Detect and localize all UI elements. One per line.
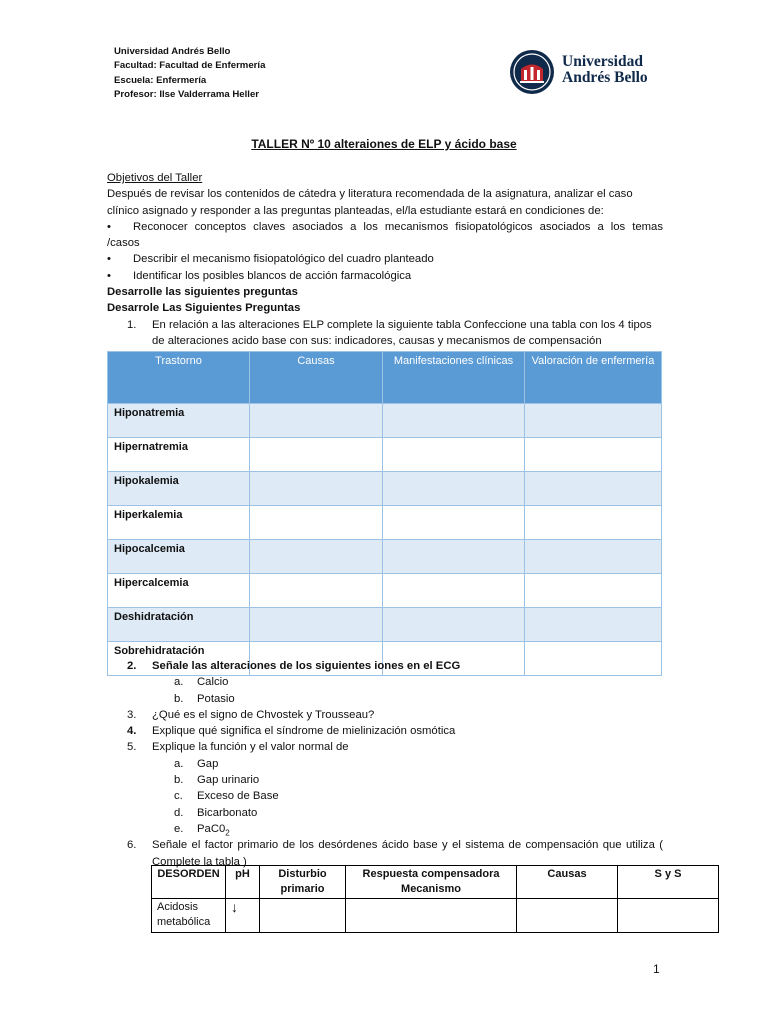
logo-line1: Universidad <box>562 53 643 70</box>
question-6 <box>107 837 663 853</box>
table-cell[interactable] <box>525 608 662 642</box>
question-1-line1: En relación a las alteraciones ELP complete la siguiente tabla Confeccione una tabla con los 4 tipos <box>152 318 652 331</box>
table-cell[interactable] <box>383 404 525 438</box>
table-cell[interactable] <box>383 540 525 574</box>
document-header <box>114 45 265 103</box>
question-4-text: Explique qué significa el síndrome de mielinización osmótica <box>152 725 456 738</box>
list-item-marker: d. <box>174 806 184 819</box>
objective-bullet-2 <box>107 251 663 267</box>
objective-bullet-2-text: Describir el mecanismo fisiopatológico del cuadro planteado <box>133 253 434 266</box>
elp-row-label: Sobrehidratación <box>108 642 250 676</box>
elp-row-label: Hipercalcemia <box>108 574 250 608</box>
table-row <box>152 899 719 933</box>
document-title: TALLER Nº 10 alteraiones de ELP y ácido base <box>251 137 517 151</box>
question-6-line1: Señale el factor primario de los desórdenes ácido base y el sistema de compensación que utiliza ( <box>152 839 663 852</box>
university-seal-icon <box>508 48 556 96</box>
ab-header-respuesta: Respuesta compensadora Mecanismo <box>346 866 517 899</box>
header-faculty: Facultad: Facultad de Enfermería <box>114 60 266 72</box>
acid-base-header-row <box>152 866 719 899</box>
elp-row-label: Hiperkalemia <box>108 506 250 540</box>
objective-bullet-3 <box>107 268 663 284</box>
question-2 <box>107 658 663 674</box>
question-5 <box>107 739 663 755</box>
list-item-text: Calcio <box>197 676 229 689</box>
elp-header-valoracion: Valoración de enfermería <box>525 352 662 404</box>
list-item <box>107 674 663 690</box>
list-item-marker: a. <box>174 757 184 770</box>
elp-table-header-row <box>108 352 662 404</box>
develop-heading-1: Desarrolle las siguientes preguntas <box>107 286 298 299</box>
table-cell[interactable] <box>346 899 517 933</box>
list-item-text: Gap urinario <box>197 774 260 787</box>
question-2-text: Señale las alteraciones de los siguientes iones en el ECG <box>152 660 461 672</box>
objectives-intro-line2: clínico asignado y responder a las preguntas planteadas, el/la estudiante estará en condiciones de: <box>107 204 604 217</box>
table-cell[interactable] <box>525 574 662 608</box>
list-item <box>107 788 663 804</box>
objectives-heading: Objetivos del Taller <box>107 172 203 184</box>
table-cell[interactable] <box>517 899 618 933</box>
objective-bullet-1 <box>107 219 663 235</box>
table-cell[interactable] <box>250 540 383 574</box>
table-cell[interactable] <box>618 899 719 933</box>
table-cell[interactable] <box>525 404 662 438</box>
header-university: Universidad Andrés Bello <box>114 46 231 57</box>
logo-wordmark <box>562 54 648 86</box>
document-body <box>107 170 663 349</box>
question-3-number: 3. <box>127 708 137 721</box>
list-item <box>107 756 663 772</box>
table-cell[interactable] <box>250 404 383 438</box>
question-6-line2: Complete la tabla ) <box>152 855 247 868</box>
question-4-number: 4. <box>127 725 137 738</box>
question-2-number: 2. <box>127 660 137 672</box>
table-row <box>108 404 662 438</box>
elp-row-label: Hipernatremia <box>108 438 250 472</box>
table-cell[interactable] <box>383 506 525 540</box>
list-item-text: Potasio <box>197 692 235 705</box>
table-cell[interactable] <box>525 472 662 506</box>
list-item-text: Exceso de Base <box>197 790 279 803</box>
question-5-number: 5. <box>127 741 137 754</box>
develop-heading-2: Desarrole Las Siguientes Preguntas <box>107 302 301 315</box>
question-6-number: 6. <box>127 839 137 852</box>
table-cell[interactable] <box>250 506 383 540</box>
table-row <box>108 438 662 472</box>
ab-header-desorden: DESORDEN <box>152 866 226 899</box>
objective-bullet-3-text: Identificar los posibles blancos de acción farmacológica <box>133 269 412 282</box>
question-4 <box>107 723 663 739</box>
question-3-text: ¿Qué es el signo de Chvostek y Trousseau? <box>152 708 375 721</box>
table-row <box>108 574 662 608</box>
university-logo <box>508 46 668 98</box>
ab-header-ph: pH <box>226 866 260 899</box>
question-1 <box>107 317 663 333</box>
table-cell[interactable] <box>383 574 525 608</box>
question-5-text: Explique la función y el valor normal de <box>152 741 349 754</box>
elp-header-causas: Causas <box>250 352 383 404</box>
logo-line2: Andrés Bello <box>562 69 648 86</box>
elp-header-trastorno: Trastorno <box>108 352 250 404</box>
list-item-marker: e. <box>174 822 184 835</box>
elp-row-label: Hipocalcemia <box>108 540 250 574</box>
list-item-marker: a. <box>174 676 184 689</box>
list-item-marker: b. <box>174 692 184 705</box>
list-item-text: Gap <box>197 757 219 770</box>
table-cell[interactable] <box>525 506 662 540</box>
table-cell[interactable] <box>383 472 525 506</box>
objective-bullet-1-text: Reconocer conceptos claves asociados a los mecanismos fisiopatológicos asociados a los temas <box>133 220 663 233</box>
list-item-text: PaC0 <box>197 822 226 835</box>
header-school: Escuela: Enfermería <box>114 74 207 86</box>
table-row <box>108 608 662 642</box>
list-item-marker: c. <box>174 790 183 803</box>
list-item <box>107 805 663 821</box>
table-cell[interactable] <box>525 438 662 472</box>
ab-row-label: Acidosis metabólica <box>152 899 226 933</box>
header-professor: Profesor: Ilse Valderrama Heller <box>114 89 260 101</box>
question-1-number: 1. <box>127 318 137 331</box>
table-cell[interactable] <box>250 472 383 506</box>
table-cell[interactable] <box>250 574 383 608</box>
objectives-intro-line1: Después de revisar los contenidos de cátedra y literatura recomendada de la asignatura, analizar el caso <box>107 188 633 201</box>
acid-base-table <box>151 865 719 933</box>
ab-header-causas: Causas <box>517 866 618 899</box>
question-3 <box>107 707 663 723</box>
ab-header-sys: S y S <box>618 866 719 899</box>
elp-table <box>107 351 662 676</box>
table-row <box>108 540 662 574</box>
question-1-line2: de alteraciones acido base con sus: indicadores, causas y mecanismos de compensación <box>152 334 602 347</box>
list-item <box>107 691 663 707</box>
elp-row-label: Hipokalemia <box>108 472 250 506</box>
table-cell[interactable] <box>250 608 383 642</box>
subscript: 2 <box>225 828 230 838</box>
table-row <box>108 506 662 540</box>
table-row <box>108 472 662 506</box>
table-cell[interactable] <box>383 608 525 642</box>
ab-header-disturbio: Disturbio primario <box>260 866 346 899</box>
list-item <box>107 772 663 788</box>
page-number: 1 <box>653 962 660 976</box>
elp-row-label: Hiponatremia <box>108 404 250 438</box>
table-cell[interactable] <box>383 438 525 472</box>
list-item <box>107 821 663 837</box>
elp-header-manifestaciones: Manifestaciones clínicas <box>383 352 525 404</box>
list-item-marker: b. <box>174 774 184 787</box>
list-item-text: Bicarbonato <box>197 806 258 819</box>
questions-list <box>107 658 663 870</box>
table-cell[interactable] <box>260 899 346 933</box>
arrow-down-icon: ↓ <box>226 899 260 933</box>
objective-bullet-1-cont: /casos <box>107 237 140 250</box>
table-cell[interactable] <box>250 438 383 472</box>
elp-row-label: Deshidratación <box>108 608 250 642</box>
table-cell[interactable] <box>525 540 662 574</box>
